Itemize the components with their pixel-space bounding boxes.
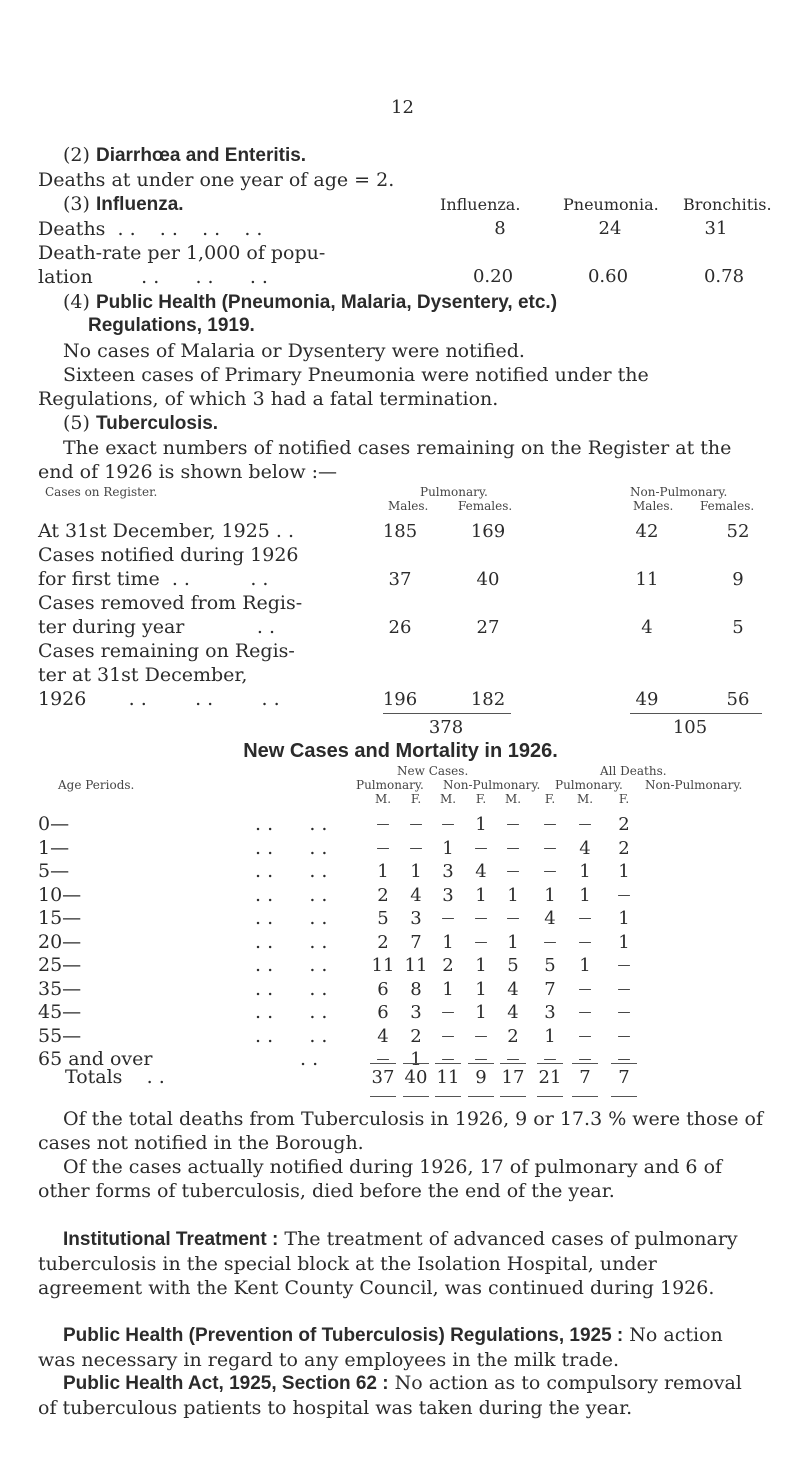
mortality-cell: 1 [442, 837, 454, 859]
mortality-header-age: Age Periods. [58, 778, 135, 792]
register-value: 56 [726, 689, 750, 710]
col-header-bronchitis: Bronchitis. [683, 195, 772, 214]
mortality-cell: — [578, 1005, 592, 1020]
register-value: 42 [635, 521, 659, 542]
mortality-cell: — [506, 911, 520, 926]
register-row-label: for first time . . . . [38, 568, 269, 590]
totals-rule-bottom [500, 1096, 526, 1097]
totals-rule-top [500, 1063, 526, 1064]
register-row-label: Cases remaining on Regis- [38, 640, 295, 662]
totals-rule-top [403, 1063, 429, 1064]
mortality-cell: 1 [475, 1002, 487, 1023]
mortality-cell: 4 [579, 837, 591, 859]
mortality-header-m: M. [504, 792, 522, 806]
mortality-header-m: M. [374, 792, 392, 806]
register-header-cases: Cases on Register. [45, 485, 158, 499]
closing-p4-lead: Public Health (Prevention of Tuberculosis) Regulations, 1925 : [63, 1325, 624, 1346]
page-number: 12 [391, 97, 414, 118]
register-header-pulm-males: Males. [388, 499, 429, 513]
mortality-cell: — [506, 864, 520, 879]
register-value: 169 [470, 521, 506, 542]
section-3-number: (3) [63, 193, 90, 215]
age-period: 10— [38, 883, 82, 906]
section-4-title-2: Regulations, 1919. [88, 315, 255, 336]
register-header-pulmonary: Pulmonary. [420, 485, 488, 499]
totals-value: 11 [436, 1067, 460, 1088]
mortality-cell: — [441, 1005, 455, 1020]
totals-rule-top [537, 1063, 563, 1064]
mortality-cell: 3 [410, 1002, 422, 1023]
mortality-header-new-cases: New Cases. [397, 764, 469, 778]
age-period: 5— [38, 860, 70, 882]
age-leader-dots: . . . . [255, 813, 328, 835]
totals-rule-top [611, 1063, 637, 1064]
mortality-cell: 2 [377, 931, 389, 953]
closing-p5: Public Health Act, 1925, Section 62 : No action as to compulsory removal of tuberculous patients to hospital was taken during the year. [38, 1372, 742, 1419]
mortality-cell: 8 [410, 978, 422, 1000]
section-5-intro: The exact numbers of notified cases remaining on the Register at the end of 1926 is shown below :— [38, 437, 732, 483]
mortality-cell: 1 [579, 955, 591, 976]
age-leader-dots: . . [300, 1048, 319, 1070]
mortality-cell: — [617, 981, 631, 997]
mortality-cell: — [474, 840, 488, 856]
register-sum-rule-pulmonary [383, 713, 511, 714]
age-period: 15— [38, 907, 82, 929]
mortality-cell: — [474, 934, 488, 950]
mortality-header-f: F. [410, 792, 422, 806]
age-leader-dots: . . . . [255, 954, 328, 976]
age-period: 45— [38, 1001, 82, 1023]
section-2-title: Diarrhœa and Enteritis. [95, 145, 307, 166]
age-leader-dots: . . . . [255, 836, 328, 859]
mortality-cell: 1 [442, 978, 454, 1000]
mortality-header-deaths-pulmonary: Pulmonary. [555, 778, 623, 792]
mortality-cell: 1 [507, 931, 519, 953]
section-3-heading [63, 192, 184, 217]
mortality-cell: — [441, 1052, 455, 1067]
age-leader-dots: . . . . [255, 907, 328, 929]
register-header-np-females: Females. [700, 499, 755, 513]
age-period: 35— [38, 977, 82, 1000]
age-period: 55— [38, 1024, 82, 1047]
register-row-label: At 31st December, 1925 . . [38, 520, 295, 542]
section-2-line: Deaths at under one year of age = 2. [38, 169, 395, 191]
totals-value: 37 [371, 1067, 395, 1088]
totals-value: 7 [579, 1067, 591, 1088]
register-header-nonpulmonary: Non-Pulmonary. [630, 485, 728, 499]
mortality-cell: 1 [377, 861, 389, 882]
age-leader-dots: . . . . [255, 883, 328, 906]
col-header-pneumonia: Pneumonia. [563, 195, 659, 214]
section-4-p1: No cases of Malaria or Dysentery were notified. [63, 340, 525, 362]
closing-p1: Of the total deaths from Tuberculosis in 1926, 9 or 17.3 % were those of cases not notified in the Borough. [38, 1108, 763, 1154]
totals-rule-bottom [403, 1096, 429, 1097]
register-total-pulmonary: 378 [428, 717, 464, 738]
mortality-cell: 4 [377, 1025, 389, 1047]
mortality-cell: 2 [618, 837, 630, 859]
register-value: 182 [470, 689, 506, 710]
mortality-cell: 1 [618, 931, 630, 953]
register-value: 11 [635, 569, 659, 590]
rate-influenza: 0.20 [472, 266, 514, 287]
mortality-cell: — [543, 840, 557, 856]
mortality-cell: 1 [618, 861, 630, 882]
deaths-bronchitis: 31 [704, 218, 728, 239]
register-row-label: ter during year . . [38, 616, 275, 638]
rate-pneumonia: 0.60 [587, 266, 629, 287]
section-2-number: (2) [63, 144, 90, 166]
mortality-cell: 1 [544, 884, 556, 906]
mortality-cell: — [617, 958, 631, 973]
mortality-cell: — [376, 840, 390, 856]
mortality-header-all-deaths: All Deaths. [600, 764, 667, 778]
mortality-cell: — [441, 817, 455, 832]
mortality-cell: 4 [507, 1002, 519, 1023]
mortality-cell: 1 [475, 955, 487, 976]
register-total-nonpulmonary: 105 [672, 717, 708, 738]
mortality-cell: 3 [544, 1002, 556, 1023]
section-5-heading [63, 411, 218, 436]
mortality-cell: 2 [410, 1025, 422, 1047]
register-value: 196 [382, 689, 418, 710]
deaths-pneumonia: 24 [598, 218, 622, 239]
mortality-cell: — [617, 1052, 631, 1067]
age-period: 20— [38, 930, 82, 953]
register-row-label: 1926 . . . . . . [38, 688, 280, 710]
mortality-cell: 1 [442, 931, 454, 953]
age-leader-dots: . . . . [255, 977, 328, 1000]
mortality-header-new-nonpulmonary: Non-Pulmonary. [443, 778, 541, 792]
mortality-cell: — [376, 817, 390, 832]
totals-rule-top [370, 1063, 396, 1064]
register-header-pulm-females: Females. [458, 499, 513, 513]
mortality-header-new-pulmonary: Pulmonary. [356, 778, 424, 792]
mortality-cell: 2 [377, 884, 389, 906]
section-5-title: Tuberculosis. [95, 413, 219, 434]
closing-p3-lead: Institutional Treatment : [63, 1229, 279, 1250]
mortality-cell: 1 [475, 884, 487, 906]
mortality-cell: — [543, 817, 557, 832]
mortality-cell: 4 [475, 861, 487, 882]
mortality-header-f: F. [618, 792, 630, 806]
mortality-cell: — [474, 911, 488, 926]
col-header-influenza: Influenza. [440, 195, 521, 214]
mortality-cell: — [376, 1052, 390, 1067]
mortality-cell: — [578, 817, 592, 832]
mortality-cell: — [578, 981, 592, 997]
mortality-cell: 7 [544, 978, 556, 1000]
mortality-cell: 4 [544, 908, 556, 929]
mortality-cell: 3 [410, 908, 422, 929]
section-2-heading [63, 143, 306, 168]
mortality-header-m: M. [576, 792, 594, 806]
totals-value: 21 [538, 1067, 562, 1088]
age-leader-dots: . . . . [255, 860, 328, 882]
totals-rule-bottom [537, 1096, 563, 1097]
register-value: 40 [476, 569, 500, 590]
mortality-header-f: F. [475, 792, 487, 806]
totals-value: 40 [404, 1067, 428, 1088]
rate-label-2: lation . . . . . . [38, 266, 268, 288]
closing-p3: Institutional Treatment : The treatment of advanced cases of pulmonary tuberculosis in the special block at the Isolation Hospital, under agreement with the Kent County Council, was continued during 1926. [38, 1228, 738, 1299]
register-sum-rule-nonpulmonary [630, 713, 762, 714]
mortality-cell: 5 [377, 908, 389, 929]
totals-rule-top [435, 1063, 461, 1064]
mortality-cell: — [617, 887, 631, 903]
mortality-cell: — [617, 1028, 631, 1044]
mortality-cell: — [441, 1028, 455, 1044]
mortality-cell: 1 [579, 884, 591, 906]
mortality-cell: 1 [410, 861, 422, 882]
totals-value: 9 [475, 1067, 487, 1088]
mortality-cell: — [578, 1052, 592, 1067]
section-4-p2: Sixteen cases of Primary Pneumonia were notified under the Regulations, of which 3 had a fatal termination. [38, 364, 649, 410]
totals-value: 7 [618, 1067, 630, 1088]
mortality-cell: — [506, 1052, 520, 1067]
mortality-cell: 5 [507, 955, 519, 976]
mortality-header-f: F. [544, 792, 556, 806]
register-value: 9 [732, 569, 744, 590]
mortality-cell: 5 [544, 955, 556, 976]
mortality-cell: — [617, 1005, 631, 1020]
register-header-np-males: Males. [633, 499, 674, 513]
register-value: 26 [388, 617, 412, 638]
mortality-cell: — [578, 934, 592, 950]
mortality-cell: 2 [618, 814, 630, 835]
closing-p5-lead: Public Health Act, 1925, Section 62 : [63, 1373, 389, 1394]
deaths-label: Deaths . . . . . . . . [38, 218, 263, 240]
mortality-header-deaths-nonpulmonary: Non-Pulmonary. [645, 778, 743, 792]
totals-label: Totals . . [65, 1066, 165, 1088]
register-value: 4 [641, 617, 653, 638]
totals-rule-bottom [572, 1096, 598, 1097]
section-3-title: Influenza. [95, 194, 184, 215]
section-4-number: (4) [63, 291, 90, 313]
mortality-cell: — [578, 911, 592, 926]
register-value: 185 [382, 521, 418, 542]
mortality-cell: 1 [544, 1025, 556, 1047]
rate-label-1: Death-rate per 1,000 of popu- [38, 242, 326, 264]
register-value: 49 [635, 689, 659, 710]
mortality-cell: — [543, 1052, 557, 1067]
register-value: 37 [388, 569, 412, 590]
mortality-cell: 3 [442, 884, 454, 906]
mortality-cell: 2 [507, 1025, 519, 1047]
section-4-heading [63, 290, 557, 315]
totals-rule-bottom [435, 1096, 461, 1097]
register-value: 5 [732, 617, 744, 638]
closing-p4: Public Health (Prevention of Tuberculosis) Regulations, 1925 : No action was necessary in regard to any employees in the milk trade. [38, 1324, 723, 1371]
mortality-cell: — [409, 817, 423, 832]
section-4-title: Public Health (Pneumonia, Malaria, Dysentery, etc.) [95, 292, 558, 313]
mortality-cell: 1 [475, 814, 487, 835]
totals-rule-bottom [468, 1096, 494, 1097]
register-row-label: Cases notified during 1926 [38, 544, 299, 566]
register-value: 52 [726, 521, 750, 542]
mortality-cell: — [474, 1028, 488, 1044]
totals-value: 17 [501, 1067, 525, 1088]
mortality-cell: 1 [618, 908, 630, 929]
age-period: 0— [38, 813, 70, 835]
mortality-cell: 2 [442, 955, 454, 976]
mortality-cell: 6 [377, 978, 389, 1000]
mortality-cell: 1 [475, 978, 487, 1000]
closing-p2: Of the cases actually notified during 1926, 17 of pulmonary and 6 of other forms of tuberculosis, died before the end of the year. [38, 1156, 723, 1202]
mortality-cell: — [506, 840, 520, 856]
mortality-title: New Cases and Mortality in 1926. [243, 740, 558, 762]
mortality-cell: 6 [377, 1002, 389, 1023]
age-leader-dots: . . . . [255, 1001, 328, 1023]
mortality-cell: 1 [579, 861, 591, 882]
section-5-number: (5) [63, 412, 90, 434]
mortality-cell: — [409, 840, 423, 856]
mortality-cell: — [441, 911, 455, 926]
age-period: 25— [38, 954, 82, 976]
mortality-cell: — [474, 1052, 488, 1067]
rate-bronchitis: 0.78 [703, 266, 745, 287]
mortality-cell: 4 [507, 978, 519, 1000]
mortality-cell: — [543, 864, 557, 879]
totals-rule-bottom [370, 1096, 396, 1097]
age-leader-dots: . . . . [255, 1024, 328, 1047]
totals-rule-top [572, 1063, 598, 1064]
register-row-label: Cases removed from Regis- [38, 592, 303, 614]
mortality-cell: 11 [404, 955, 428, 976]
mortality-header-m: M. [439, 792, 457, 806]
mortality-cell: — [578, 1028, 592, 1044]
mortality-cell: 3 [442, 861, 454, 882]
mortality-cell: 1 [410, 1049, 422, 1070]
mortality-cell: — [543, 934, 557, 950]
totals-rule-top [468, 1063, 494, 1064]
register-value: 27 [476, 617, 500, 638]
age-period: 65 and over [38, 1048, 153, 1070]
mortality-cell: 4 [410, 884, 422, 906]
register-row-label: ter at 31st December, [38, 664, 248, 686]
totals-rule-bottom [611, 1096, 637, 1097]
age-period: 1— [38, 836, 70, 859]
mortality-cell: 11 [371, 955, 395, 976]
mortality-cell: — [506, 817, 520, 832]
mortality-cell: 7 [410, 931, 422, 953]
mortality-cell: 1 [507, 884, 519, 906]
age-leader-dots: . . . . [255, 930, 328, 953]
deaths-influenza: 8 [494, 218, 506, 239]
